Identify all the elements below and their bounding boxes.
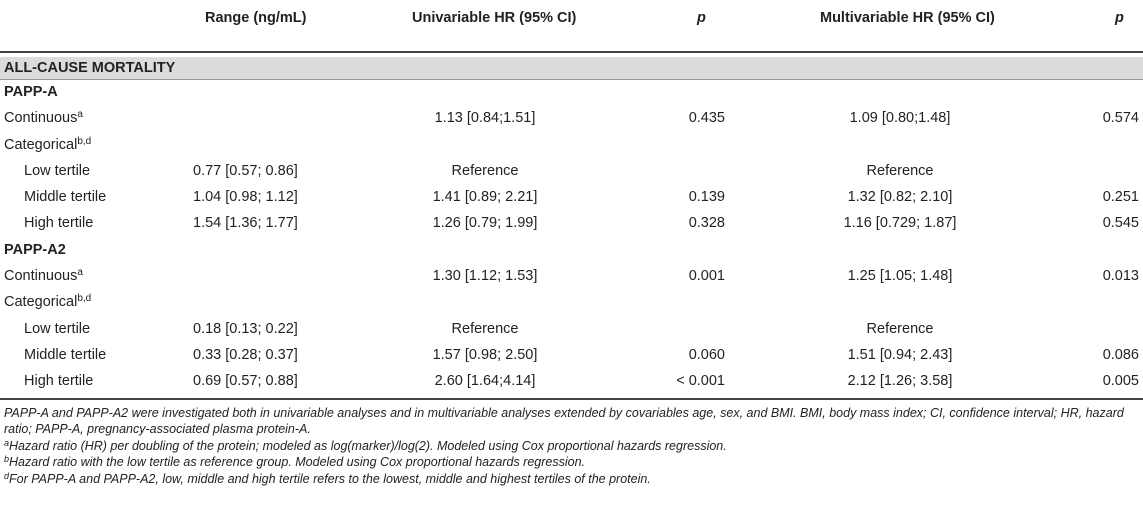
- cell-multivariable-hr: 1.16 [0.729; 1.87]: [843, 215, 957, 232]
- note-b-mark: b: [4, 454, 10, 465]
- cell-p-multivariable: 0.251: [1102, 189, 1139, 206]
- cell-univariable-hr: 2.60 [1.64;4.14]: [434, 373, 536, 390]
- cell-range: 1.54 [1.36; 1.77]: [193, 215, 298, 232]
- cell-p-univariable: 0.060: [688, 346, 725, 363]
- table-row: [0, 264, 1143, 290]
- cell-p-multivariable: 0.574: [1102, 110, 1139, 127]
- section-title: ALL-CAUSE MORTALITY: [0, 57, 1143, 80]
- note-d-mark: d: [4, 470, 10, 481]
- row-label-text: High tertile: [24, 373, 94, 390]
- row-label: [4, 137, 91, 153]
- row-label-text: PAPP-A: [4, 84, 58, 100]
- table-row: [0, 369, 1143, 395]
- cell-p-multivariable: 0.013: [1102, 268, 1139, 285]
- cell-multivariable-hr: Reference: [866, 162, 934, 179]
- cell-range: 0.18 [0.13; 0.22]: [193, 320, 298, 337]
- table-row: [0, 343, 1143, 369]
- row-label-footnote-mark: b,d: [77, 135, 92, 147]
- table-row: [0, 211, 1143, 237]
- row-label: [4, 242, 66, 258]
- cell-p-univariable: 0.139: [688, 189, 725, 206]
- table-row: [0, 238, 1143, 264]
- table-row: [0, 80, 1143, 106]
- header-p-univariable: p: [697, 10, 706, 26]
- row-label: [24, 189, 106, 205]
- cell-univariable-hr: Reference: [451, 162, 519, 179]
- row-label-text: Middle tertile: [24, 189, 107, 206]
- row-label-footnote-mark: b,d: [77, 293, 92, 305]
- row-label-footnote-mark: a: [77, 109, 83, 121]
- header-univariable-hr: Univariable HR (95% CI): [412, 10, 577, 26]
- cell-p-univariable: 0.001: [688, 268, 725, 285]
- table-row: [0, 290, 1143, 316]
- note-a-text: Hazard ratio (HR) per doubling of the protein; modeled as log(marker)/log(2). Modeled using Cox proportional hazards regression.: [9, 438, 727, 453]
- cell-univariable-hr: 1.26 [0.79; 1.99]: [432, 215, 538, 232]
- row-label: [24, 215, 93, 231]
- cell-p-multivariable: 0.545: [1102, 215, 1139, 232]
- header-p-multivariable: p: [1115, 10, 1124, 26]
- cell-multivariable-hr: Reference: [866, 320, 934, 337]
- row-label: [24, 321, 90, 337]
- cell-univariable-hr: 1.30 [1.12; 1.53]: [432, 268, 538, 285]
- row-label: [24, 163, 90, 179]
- row-label: [4, 84, 58, 100]
- table-row: [0, 159, 1143, 185]
- table-row: [0, 317, 1143, 343]
- note-d: [4, 471, 1139, 488]
- note-a: [4, 438, 1139, 455]
- table-row: [0, 133, 1143, 159]
- note-b: [4, 454, 1139, 471]
- cell-p-multivariable: 0.086: [1102, 346, 1139, 363]
- table-notes: [0, 400, 1143, 488]
- table-header: [0, 0, 1143, 53]
- row-label-text: Categorical: [4, 294, 78, 311]
- row-label-text: Middle tertile: [24, 346, 107, 363]
- cell-range: 0.33 [0.28; 0.37]: [193, 346, 298, 363]
- row-label-text: Continuous: [4, 268, 78, 285]
- row-label-text: Low tertile: [24, 162, 91, 179]
- note-d-text: For PAPP-A and PAPP-A2, low, middle and high tertile refers to the lowest, middle and highest tertiles of the protein.: [9, 471, 651, 486]
- row-label-text: PAPP-A2: [4, 241, 66, 258]
- cell-univariable-hr: 1.41 [0.89; 2.21]: [432, 189, 538, 206]
- cell-multivariable-hr: 1.32 [0.82; 2.10]: [847, 189, 953, 206]
- cell-multivariable-hr: 1.25 [1.05; 1.48]: [847, 268, 953, 285]
- cell-range: 0.69 [0.57; 0.88]: [193, 373, 298, 390]
- cell-p-univariable: 0.328: [688, 215, 725, 232]
- row-label: [4, 110, 83, 126]
- note-a-mark: a: [4, 437, 10, 448]
- row-label-text: Continuous: [4, 110, 78, 127]
- cell-multivariable-hr: 2.12 [1.26; 3.58]: [847, 373, 953, 390]
- cell-range: 1.04 [0.98; 1.12]: [193, 189, 298, 206]
- cell-univariable-hr: 1.57 [0.98; 2.50]: [432, 346, 538, 363]
- row-label-footnote-mark: a: [77, 267, 83, 279]
- table-body: [0, 80, 1143, 396]
- table-row: [0, 106, 1143, 132]
- cell-p-multivariable: 0.005: [1102, 373, 1139, 390]
- row-label-text: Categorical: [4, 136, 78, 153]
- cell-multivariable-hr: 1.51 [0.94; 2.43]: [847, 346, 953, 363]
- row-label-text: Low tertile: [24, 320, 91, 337]
- note-b-text: Hazard ratio with the low tertile as reference group. Modeled using Cox proportional hazards regression.: [9, 455, 586, 470]
- cell-univariable-hr: 1.13 [0.84;1.51]: [434, 110, 536, 127]
- header-multivariable-hr: Multivariable HR (95% CI): [820, 10, 995, 26]
- note-main: PAPP-A and PAPP-A2 were investigated both in univariable analyses and in multivariable analyses extended by covariables age, sex, and BMI. BMI, body mass index; CI, confidence interval; HR, hazard ratio; PAPP-A, pregnancy-associated plasma protein-A.: [4, 405, 1124, 437]
- cell-range: 0.77 [0.57; 0.86]: [193, 162, 298, 179]
- row-label: [24, 347, 106, 363]
- cell-univariable-hr: Reference: [451, 320, 519, 337]
- row-label: [4, 268, 83, 284]
- cell-multivariable-hr: 1.09 [0.80;1.48]: [849, 110, 951, 127]
- table-row: [0, 185, 1143, 211]
- row-label: [4, 294, 91, 310]
- header-range: Range (ng/mL): [205, 10, 307, 26]
- cell-p-univariable: < 0.001: [676, 373, 725, 390]
- cell-p-univariable: 0.435: [688, 110, 725, 127]
- row-label: [24, 373, 93, 389]
- row-label-text: High tertile: [24, 215, 94, 232]
